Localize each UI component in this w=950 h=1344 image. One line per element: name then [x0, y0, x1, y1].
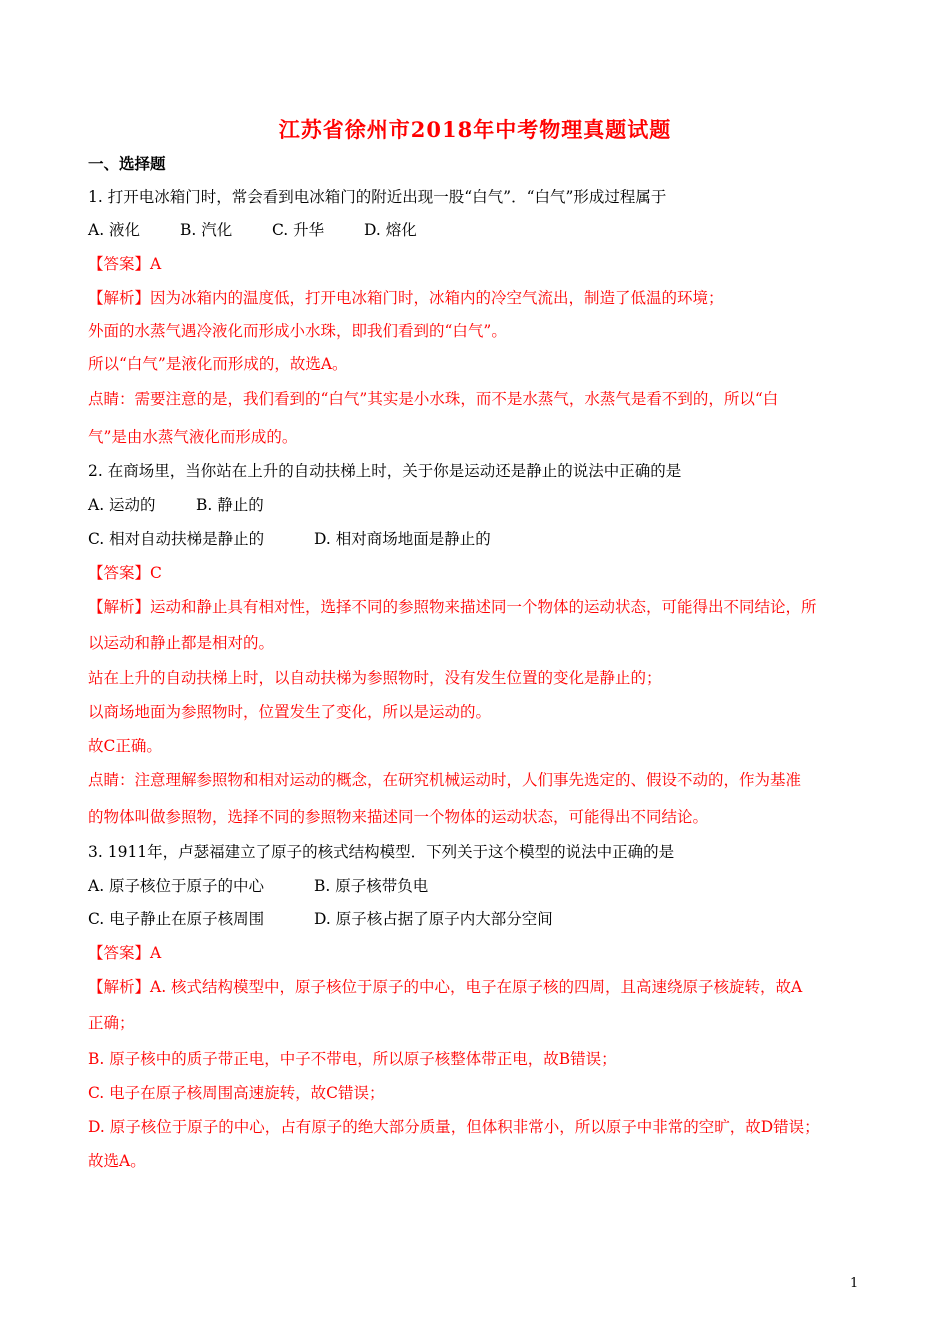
q3-option-d: D. 原子核占据了原子内大部分空间 [314, 910, 553, 928]
page-number: 1 [850, 1276, 859, 1291]
q2-option-d: D. 相对商场地面是静止的 [314, 530, 491, 548]
q1-analysis-line: 外面的水蒸气遇冷液化而形成小水珠，即我们看到的“白气”。 [88, 322, 507, 340]
q1-option-b: B. 汽化 [180, 221, 233, 239]
q3-option-c: C. 电子静止在原子核周围 [88, 910, 265, 928]
q3-analysis-line: 【解析】A. 核式结构模型中，原子核位于原子的中心，电子在原子核的四周，且高速绕原子核旋转，故A [88, 978, 803, 996]
q3-option-a: A. 原子核位于原子的中心 [88, 877, 265, 895]
q2-analysis-line: 点睛：注意理解参照物和相对运动的概念，在研究机械运动时，人们事先选定的、假设不动的，作为基准 [88, 771, 802, 789]
q2-analysis-line: 的物体叫做参照物，选择不同的参照物来描述同一个物体的运动状态，可能得出不同结论。 [88, 808, 709, 826]
q3-analysis-line: 正确； [88, 1014, 135, 1032]
section-heading: 一、选择题 [88, 154, 166, 173]
q2-option-b: B. 静止的 [196, 496, 264, 514]
q2-analysis-line: 【解析】运动和静止具有相对性，选择不同的参照物来描述同一个物体的运动状态，可能得出不同结论，所 [88, 598, 817, 616]
q3-analysis-line: 故选A。 [88, 1152, 146, 1170]
q2-analysis-line: 故C正确。 [88, 737, 162, 755]
q2-answer: 【答案】C [88, 564, 162, 582]
q3-analysis-line: D. 原子核位于原子的中心，占有原子的绝大部分质量，但体积非常小，所以原子中非常的空旷，故D错误； [88, 1118, 820, 1136]
document-title: 江苏省徐州市2018年中考物理真题试题 [278, 117, 672, 142]
q3-options-row2 [88, 908, 878, 930]
q1-option-d: D. 熔化 [364, 221, 417, 239]
q1-option-a: A. 液化 [88, 221, 141, 239]
q3-analysis-line: B. 原子核中的质子带正电，中子不带电，所以原子核整体带正电，故B错误； [88, 1050, 617, 1068]
q3-stem: 3. 1911年，卢瑟福建立了原子的核式结构模型．下列关于这个模型的说法中正确的是 [88, 843, 675, 861]
q1-analysis-line: 气”是由水蒸气液化而形成的。 [88, 428, 298, 446]
q2-option-c: C. 相对自动扶梯是静止的 [88, 530, 265, 548]
q2-option-a: A. 运动的 [88, 496, 156, 514]
q3-analysis-line: C. 电子在原子核周围高速旋转，故C错误； [88, 1084, 385, 1102]
q1-analysis-line: 所以“白气”是液化而形成的，故选A。 [88, 355, 348, 373]
q1-stem: 1. 打开电冰箱门时，常会看到电冰箱门的附近出现一股“白气”．“白气”形成过程属于 [88, 188, 667, 206]
q1-analysis-line: 点睛：需要注意的是，我们看到的“白气”其实是小水珠，而不是水蒸气，水蒸气是看不到的，所以“白 [88, 390, 779, 408]
q3-option-b: B. 原子核带负电 [314, 877, 429, 895]
q2-stem: 2. 在商场里，当你站在上升的自动扶梯上时，关于你是运动还是静止的说法中正确的是 [88, 462, 682, 480]
q1-answer: 【答案】A [88, 255, 162, 273]
q3-options-row1 [88, 875, 878, 897]
q1-analysis-line: 【解析】因为冰箱内的温度低，打开电冰箱门时，冰箱内的冷空气流出，制造了低温的环境； [88, 289, 724, 307]
q2-options-row2 [88, 528, 878, 550]
q2-options-row1 [88, 494, 878, 516]
q2-analysis-line: 站在上升的自动扶梯上时，以自动扶梯为参照物时，没有发生位置的变化是静止的； [88, 669, 662, 687]
q2-analysis-line: 以运动和静止都是相对的。 [88, 634, 275, 652]
q1-option-c: C. 升华 [272, 221, 325, 239]
q3-answer: 【答案】A [88, 944, 162, 962]
q2-analysis-line: 以商场地面为参照物时，位置发生了变化，所以是运动的。 [88, 703, 492, 721]
q1-options [88, 219, 878, 241]
